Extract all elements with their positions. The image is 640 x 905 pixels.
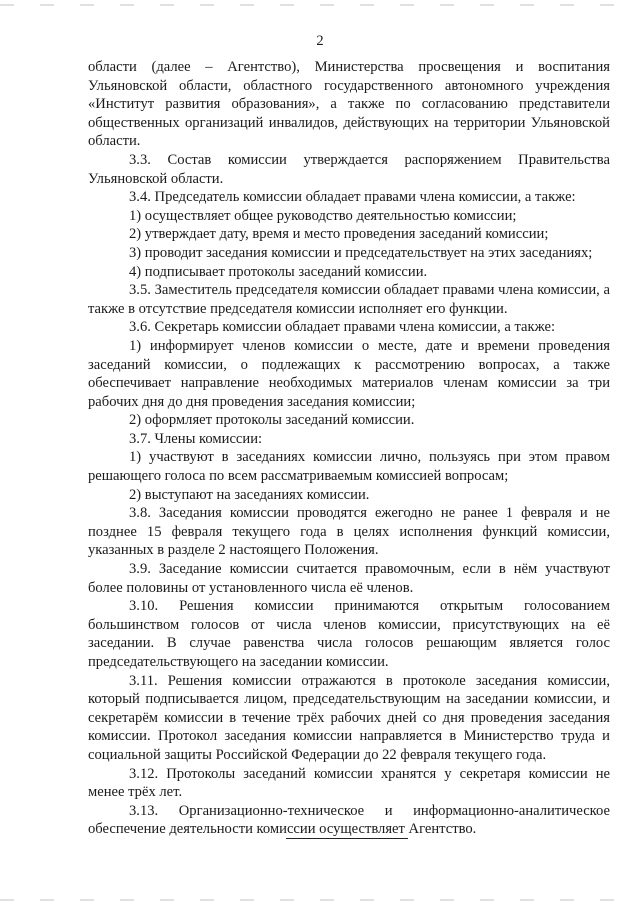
scan-edge-top [0,4,640,6]
paragraph: 3.4. Председатель комиссии обладает правами члена комиссии, а также: [129,189,576,206]
page-number: 2 [316,33,324,49]
paragraph: 3.13. Организационно-техническое и информационно-аналитическое обеспечение деятельности комиссии осуществляет Агентство. [88,802,610,838]
paragraph: 1) информирует членов комиссии о месте, дате и времени проведения заседаний комиссии, о подлежащих к рассмотрению вопросах, а также обеспечивает направление необходимых материалов членам комиссии за три рабочих дня до дня проведения заседания комиссии; [88,337,610,410]
paragraph: 2) оформляет протоколы заседаний комиссии. [129,412,415,429]
paragraph: области (далее – Агентство), Министерства просвещения и воспитания Ульяновской области, областного государственного автономного учреждения «Институт развития образования», а также по согласованию представители общественных организаций инвалидов, действующих на территории Ульяновской области. [88,59,610,150]
paragraph: 3.7. Члены комиссии: [129,430,263,447]
paragraph: 3) проводит заседания комиссии и председательствует на этих заседаниях; [129,244,593,261]
document-body [88,58,610,839]
paragraph: 3.6. Секретарь комиссии обладает правами члена комиссии, а также: [129,319,556,336]
paragraph: 3.9. Заседание комиссии считается правомочным, если в нём участвуют более половины от установленного числа её членов. [88,561,610,596]
paragraph: 3.11. Решения комиссии отражаются в протоколе заседания комиссии, который подписывается лицом, председательствующим на заседании комиссии, и секретарём комиссии в течение трёх рабочих дней со дня проведения заседания комиссии. Протокол заседания комиссии направляется в Министерство труда и социальной защиты Российской Федерации до 22 февраля текущего года. [88,672,610,763]
paragraph: 1) осуществляет общее руководство деятельностью комиссии; [129,207,517,224]
closing-rule [286,838,408,839]
paragraph: 3.12. Протоколы заседаний комиссии хранятся у секретаря комиссии не менее трёх лет. [88,765,610,801]
paragraph: 3.8. Заседания комиссии проводятся ежегодно не ранее 1 февраля и не позднее 15 февраля текущего года в целях исполнения функций комиссии, указанных в разделе 2 настоящего Положения. [88,505,610,559]
paragraph: 2) утверждает дату, время и место проведения заседаний комиссии; [129,226,549,243]
paragraph: 1) участвуют в заседаниях комиссии лично, пользуясь при этом правом решающего голоса по всем рассматриваемым комиссией вопросам; [88,449,610,485]
paragraph: 3.3. Состав комиссии утверждается распоряжением Правительства Ульяновской области. [88,151,610,187]
scan-edge-bottom [0,899,640,901]
paragraph: 4) подписывает протоколы заседаний комиссии. [129,263,428,280]
paragraph: 2) выступают на заседаниях комиссии. [129,486,370,503]
paragraph: 3.5. Заместитель председателя комиссии обладает правами члена комиссии, а также в отсутствие председателя комиссии исполняет его функции. [88,282,610,317]
paragraph: 3.10. Решения комиссии принимаются открытым голосованием большинством голосов от числа членов комиссии, присутствующих на её заседании. В случае равенства числа голосов решающим является голос председательствующего на заседании комиссии. [88,598,610,670]
